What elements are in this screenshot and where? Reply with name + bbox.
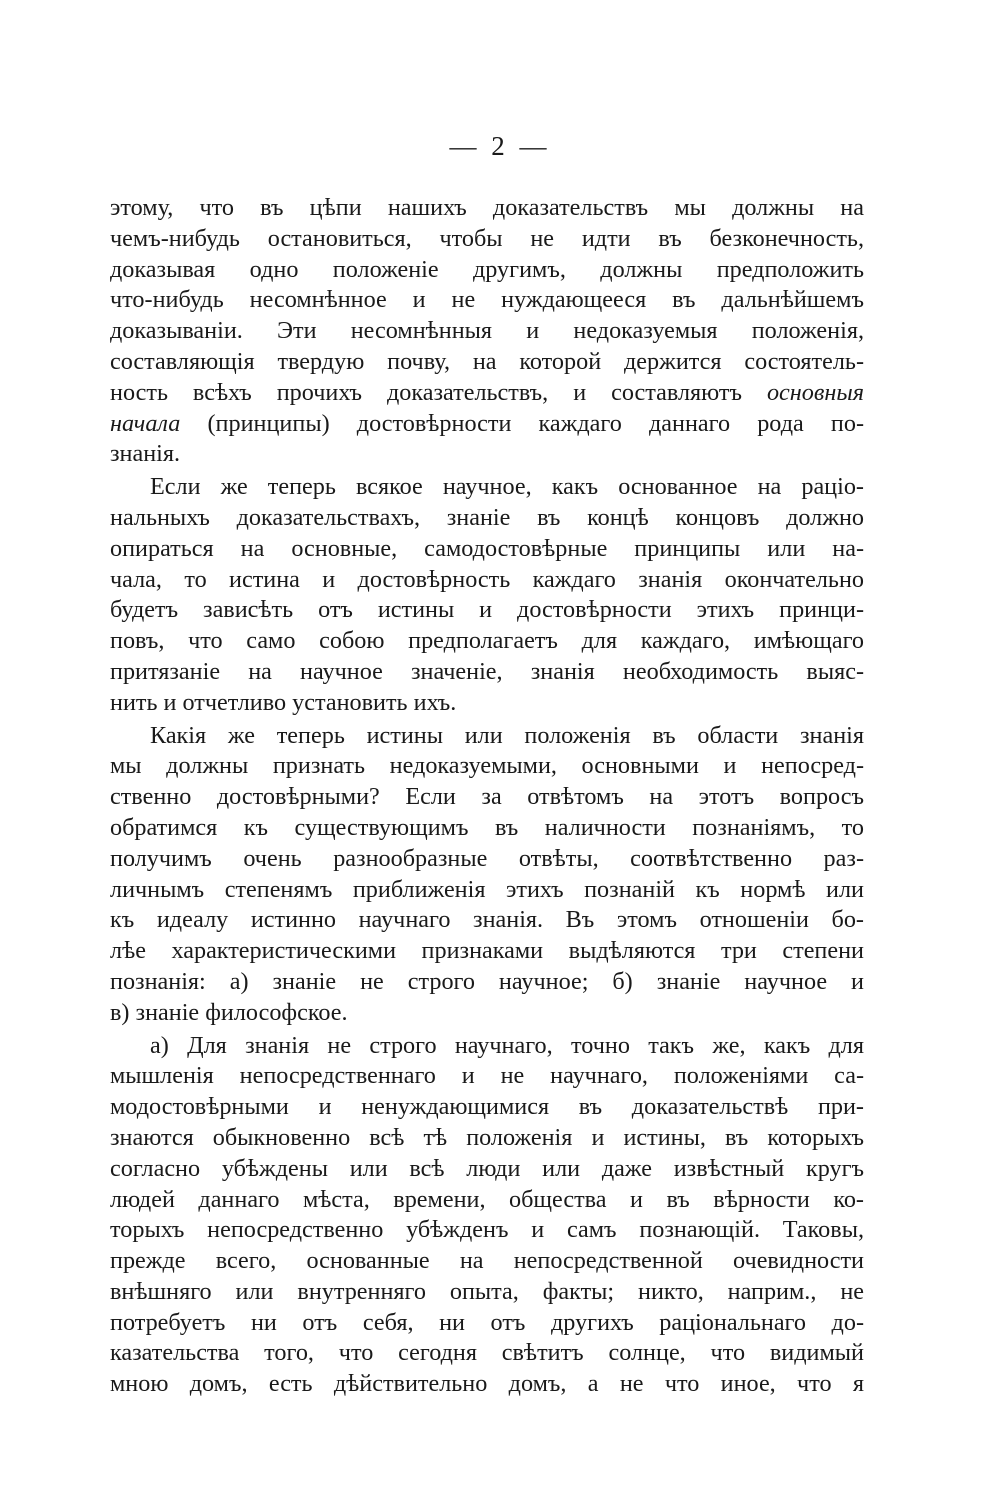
text-line: будетъ зависѣть отъ истины и достовѣрности этихъ принци- [110,596,864,624]
text-line: опираться на основные, самодостовѣрные принципы или на- [110,534,864,562]
text-line: получимъ очень разнообразные отвѣты, соотвѣтственно раз- [110,844,864,872]
text-line: людей даннаго мѣста, времени, общества и въ вѣрности ко- [110,1185,864,1213]
text-fragment: (принципы) достовѣрности каждаго даннаго рода по- [207,409,864,437]
paragraph-3 [110,721,864,1029]
text-line: а) Для знанія не строго научнаго, точно такъ же, какъ для [150,1031,864,1059]
text-line: знаются обыкновенно всѣ тѣ положенія и истины, въ которыхъ [110,1123,864,1151]
text-line: нить и отчетливо установить ихъ. [110,688,457,716]
text-line: лѣе характеристическими признаками выдѣляются три степени [110,937,864,965]
text-line: модостовѣрными и ненуждающимися въ доказательствѣ при- [110,1093,864,1121]
paragraph-4 [110,1031,864,1401]
text-line: потребуетъ ни отъ себя, ни отъ другихъ раціональнаго до- [110,1308,864,1336]
body-text [110,193,864,1400]
text-line: обратимся къ существующимъ въ наличности познаніямъ, то [110,813,864,841]
text-line: мышленія непосредственнаго и не научнаго, положеніями са- [110,1062,864,1090]
text-line: знанія. [110,440,181,468]
text-line: чала, то истина и достовѣрность каждаго знанія окончательно [110,565,864,593]
text-line: мы должны признать недоказуемыми, основными и непосред- [110,752,864,780]
text-line: в) знаніе философское. [110,998,348,1026]
text-line: этому, что въ цѣпи нашихъ доказательствъ мы должны на [110,194,864,221]
text-line: доказываніи. Эти несомнѣнныя и недоказуемыя положенія, [110,317,864,345]
text-line: притязаніе на научное значеніе, знанія необходимость выяс- [110,657,864,685]
text-line: повъ, что само собою предполагаетъ для каждаго, имѣющаго [110,627,864,655]
text-line: торыхъ непосредственно убѣжденъ и самъ познающій. Таковы, [110,1216,864,1244]
text-line: къ идеалу истинно научнаго знанія. Въ этомъ отношеніи бо- [110,906,864,934]
text-line: ственно достовѣрными? Если за отвѣтомъ на этотъ вопросъ [110,783,864,811]
text-line: прежде всего, основанные на непосредственной очевидности [110,1247,864,1275]
italic-term: начала [110,409,181,437]
text-line: Какія же теперь истины или положенія въ области знанія [150,721,864,749]
text-line: доказывая одно положеніе другимъ, должны предположить [110,255,864,283]
text-line: что-нибудь несомнѣнное и не нуждающееся въ дальнѣйшемъ [110,286,864,314]
text-line: познанія: а) знаніе не строго научное; б) знаніе научное и [110,967,864,995]
text-line: мною домъ, есть дѣйствительно домъ, а не что иное, что я [110,1370,864,1398]
italic-term: основныя [766,378,864,406]
text-line: согласно убѣждены или всѣ люди или даже извѣстный кругъ [110,1154,864,1182]
text-line [110,409,864,440]
text-line: внѣшняго или внутренняго опыта, факты; никто, наприм., не [110,1277,864,1305]
text-line: составляющія твердую почву, на которой держится состоятель- [110,347,864,375]
text-line: личнымъ степенямъ приближенія этихъ познаній къ нормѣ или [110,875,864,903]
text-line: чемъ-нибудь остановиться, чтобы не идти въ безконечность, [110,224,864,252]
text-fragment: ность всѣхъ прочихъ доказательствъ, и составляютъ [110,378,742,406]
paragraph-1 [110,193,864,470]
page-number: — 2 — [449,131,551,161]
paragraph-2 [110,472,864,718]
text-line: Если же теперь всякое научное, какъ основанное на раціо- [150,473,864,501]
text-line: нальныхъ доказательствахъ, знаніе въ концѣ концовъ должно [110,503,864,531]
text-line [110,378,864,409]
text-line: казательства того, что сегодня свѣтитъ солнце, что видимый [110,1339,864,1367]
